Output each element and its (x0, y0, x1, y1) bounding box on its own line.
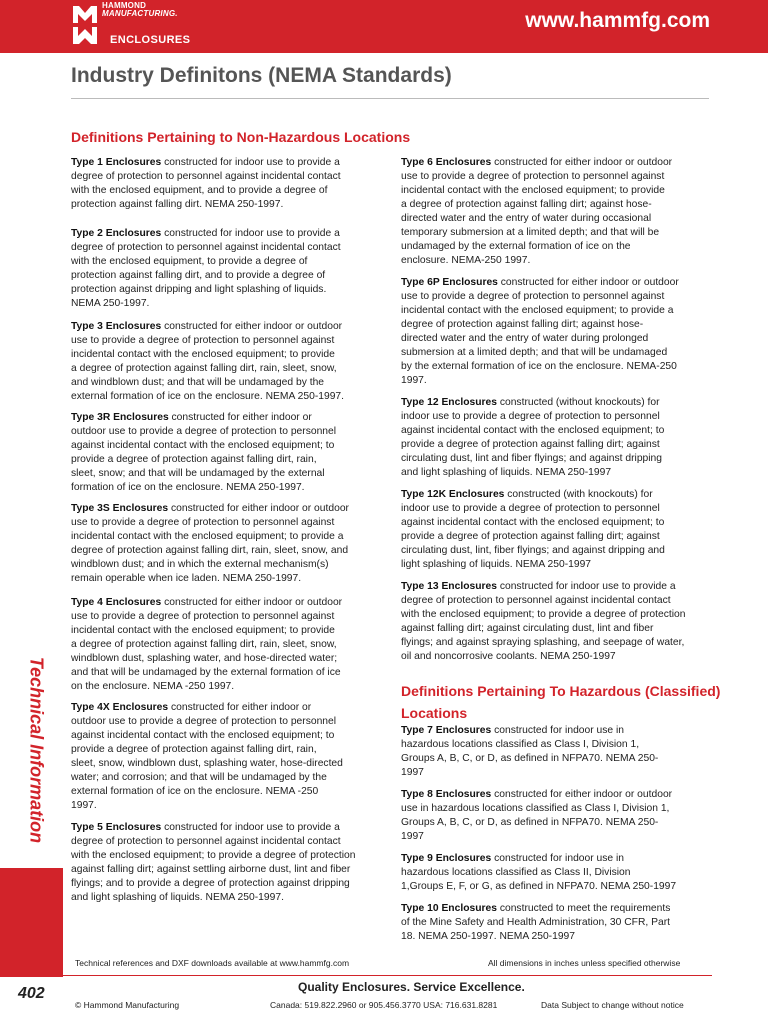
non-hazardous-section-title: Definitions Pertaining to Non-Hazardous Locations (71, 129, 411, 145)
header-bar (0, 0, 768, 53)
type-12-label: Type 12 Enclosures (401, 397, 497, 408)
type-12k-label: Type 12K Enclosures (401, 489, 505, 500)
type-4-definition (71, 596, 389, 694)
type-12-text: constructed (without knockouts) for indoor use to provide a degree of protection to personnel against incidental contact with the enclosed equipment; to provide a degree of protection against falling dirt; against circulating dust, lint and fiber flyings; and against dripping and light splashing of liquids. NEMA 250-1997 (401, 397, 665, 479)
side-label-text: Technical Information (26, 656, 47, 844)
type-6-text: constructed for either indoor or outdoor use to provide a degree of protection to personnel against incidental contact with the enclosed equipment; to provide a degree of protection against falling dirt; against hose- directed water and the entry of water during occasional temporary submersion at a limited depth; and that will be undamaged by the external formation of ice on the enclosure. NEMA-250 1997. (401, 157, 673, 267)
type-7-definition (401, 724, 713, 780)
website-link[interactable]: www.hammfg.com (525, 9, 710, 32)
type-7-text: constructed for indoor use in hazardous locations classified as Class I, Division 1, Groups A, B, C, or D, as defined in NFPA70. NEMA 250- 1997 (401, 725, 659, 779)
type-9-definition (401, 852, 713, 894)
type-4x-label: Type 4X Enclosures (71, 702, 169, 713)
type-3s-label: Type 3S Enclosures (71, 503, 169, 514)
type-7-label: Type 7 Enclosures (401, 725, 492, 736)
brand-line-1: HAMMOND (102, 1, 147, 10)
type-9-text: constructed for indoor use in hazardous locations classified as Class II, Division 1,Groups E, F, or G, as defined in NFPA70. NEMA 250-1997 (401, 853, 677, 893)
hazardous-title-line-1: Definitions Pertaining To Hazardous (Classified) (401, 683, 721, 699)
type-12-definition (401, 396, 713, 480)
type-1-definition (71, 156, 389, 212)
type-6-definition (401, 156, 713, 268)
footer-disclaimer: Data Subject to change without notice (541, 1000, 684, 1010)
type-4-text: constructed for either indoor or outdoor use to provide a degree of protection to personnel against incidental contact with the enclosed equipment; to provide a degree of protection against falling dirt, rain, sleet, snow, windblown dust, splashing water, and hose-directed water; and that will be undamaged by the external formation of ice on the enclosure. NEMA -250 1997. (71, 597, 343, 693)
type-4x-definition (71, 701, 389, 813)
page-title: Industry Definitons (NEMA Standards) (71, 64, 452, 87)
type-5-definition (71, 821, 389, 905)
type-13-definition (401, 580, 713, 664)
type-6-label: Type 6 Enclosures (401, 157, 492, 168)
type-6p-text: constructed for either indoor or outdoor use to provide a degree of protection to personnel against incidental contact with the enclosed equipment; to provide a degree of protection against falling dirt; against hose- directed water and the entry of water during prolonged submersion at a limited depth; and that will be undamaged by the external formation of ice on the enclosure. NEMA-250 1997. (401, 277, 679, 387)
type-3-text: constructed for either indoor or outdoor use to provide a degree of protection to personnel against incidental contact with the enclosed equipment; to provide a degree of protection against falling dirt, rain, sleet, snow, and windblown dust; and that will be undamaged by the external formation of ice on the enclosure. NEMA 250-1997. (71, 321, 345, 403)
footer-tagline: Quality Enclosures. Service Excellence. (298, 980, 525, 994)
type-3-definition (71, 320, 389, 404)
type-8-definition (401, 788, 713, 844)
type-6p-label: Type 6P Enclosures (401, 277, 498, 288)
type-4x-text: constructed for either indoor or outdoor use to provide a degree of protection to personnel against incidental contact with the enclosed equipment; to provide a degree of protection against falling dirt, rain, sleet, snow, windblown dust, splashing water, hose-directed water; and corrosion; and that will be undamaged by the external formation of ice on the enclosure. NEMA -250 1997. (71, 702, 343, 812)
title-divider (71, 98, 709, 99)
enclosures-label: ENCLOSURES (110, 34, 191, 46)
type-3r-label: Type 3R Enclosures (71, 412, 169, 423)
type-10-text: constructed to meet the requirements of the Mine Safety and Health Administration, 30 CFR, Part 18. NEMA 250-1997. NEMA 250-1997 (401, 903, 671, 943)
type-10-definition (401, 902, 713, 944)
footer-references: Technical references and DXF downloads available at www.hammfg.com (75, 958, 350, 968)
footer-divider (0, 975, 712, 976)
type-3s-text: constructed for either indoor or outdoor use to provide a degree of protection to personnel against incidental contact with the enclosed equipment; to provide a degree of protection against falling dirt, rain, sleet, snow, and windblown dust; and in which the external mechanism(s) remain operable when ice laden. NEMA 250-1997. (71, 503, 349, 585)
hazardous-title-line-2: Locations (401, 705, 468, 721)
type-3r-definition (71, 411, 389, 495)
footer-phones: Canada: 519.822.2960 or 905.456.3770 USA: 716.631.8281 (270, 1000, 498, 1010)
brand-name (102, 2, 178, 18)
type-12k-definition (401, 488, 713, 572)
type-2-definition (71, 227, 389, 311)
footer-copyright: © Hammond Manufacturing (75, 1000, 180, 1010)
type-5-text: constructed for indoor use to provide a degree of protection to personnel against incidental contact with the enclosed equipment; to provide a degree of protection against falling dirt; against settling airborne dust, lint and fiber flyings; and to provide a degree of protection against dripping and light splashing of liquids. NEMA 250-1997. (71, 822, 356, 904)
type-1-text: constructed for indoor use to provide a degree of protection to personnel against incidental contact with the enclosed equipment, and to provide a degree of protection against falling dirt. NEMA 250-1997. (71, 157, 341, 211)
type-6p-definition (401, 276, 713, 388)
type-2-label: Type 2 Enclosures (71, 228, 162, 239)
type-2-text: constructed for indoor use to provide a degree of protection to personnel against incidental contact with the enclosed equipment, to provide a degree of protection against falling dirt, and to provide a degree of protection against dripping and light splashing of liquids. NEMA 250-1997. (71, 228, 341, 310)
brand-line-2: MANUFACTURING. (102, 9, 178, 18)
type-8-text: constructed for either indoor or outdoor use in hazardous locations classified as Class I, Division 1, Groups A, B, C, or D, as defined in NFPA70. NEMA 250- 1997 (401, 789, 673, 843)
type-13-text: constructed for indoor use to provide a degree of protection to personnel against incidental contact with the enclosed equipment; to provide a degree of protection against falling dirt; against circulating dust, lint and fiber flyings; and against spraying splashing, and seepage of water, oil and noncorrosive coolants. NEMA 250-1997 (401, 581, 686, 663)
type-12k-text: constructed (with knockouts) for indoor use to provide a degree of protection to personnel against incidental contact with the enclosed equipment; to provide a degree of protection against falling dirt; against circulating dust, lint, fiber flyings; and against dripping and light splashing of liquids. NEMA 250-1997 (401, 489, 665, 571)
type-3r-text: constructed for either indoor or outdoor use to provide a degree of protection to personnel against incidental contact with the enclosed equipment; to provide a degree of protection against falling dirt, rain, sleet, snow; and that will be undamaged by the external formation of ice on the enclosure. NEMA 250-1997. (71, 412, 337, 494)
type-3-label: Type 3 Enclosures (71, 321, 162, 332)
hazardous-section-title (401, 680, 720, 724)
footer-dimensions-note: All dimensions in inches unless specified otherwise (488, 958, 681, 968)
type-8-label: Type 8 Enclosures (401, 789, 492, 800)
type-10-label: Type 10 Enclosures (401, 903, 497, 914)
type-13-label: Type 13 Enclosures (401, 581, 497, 592)
type-5-label: Type 5 Enclosures (71, 822, 162, 833)
side-label (21, 640, 51, 860)
type-4-label: Type 4 Enclosures (71, 597, 162, 608)
side-red-block (0, 868, 63, 977)
type-9-label: Type 9 Enclosures (401, 853, 492, 864)
page-number: 402 (18, 985, 45, 1002)
type-3s-definition (71, 502, 389, 586)
type-1-label: Type 1 Enclosures (71, 157, 162, 168)
hammond-logo-icon (72, 3, 98, 47)
